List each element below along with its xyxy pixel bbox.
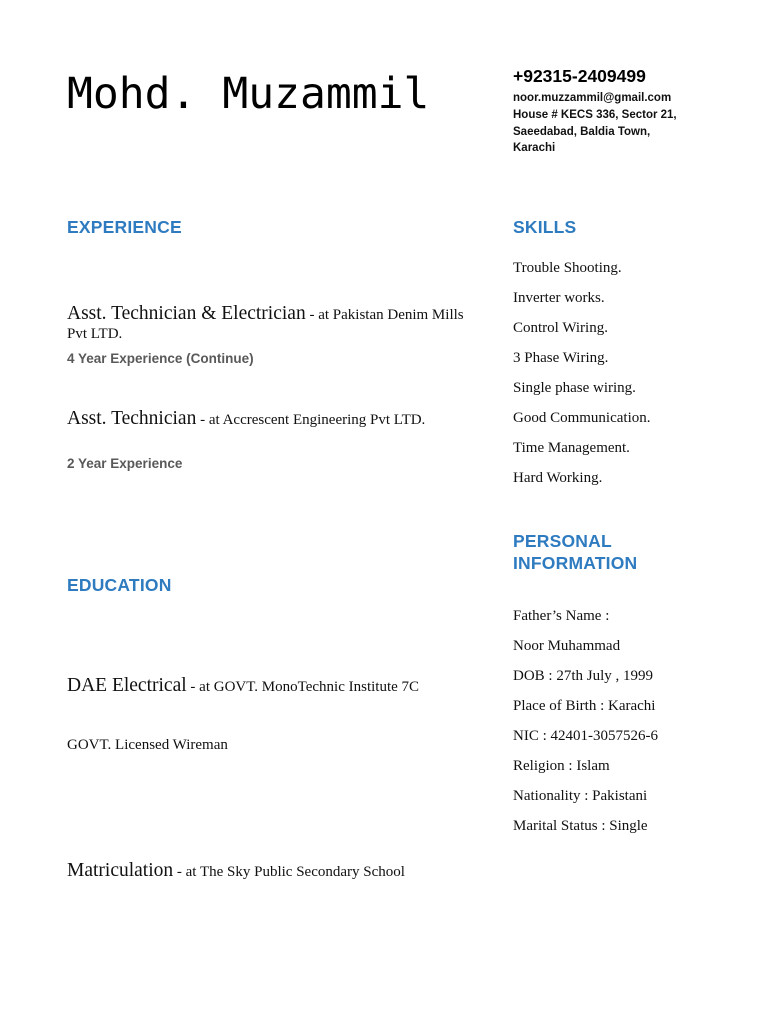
experience-item-1-title: [67, 305, 467, 343]
list-item: Father’s Name :: [513, 608, 610, 624]
experience-item-1-role: Asst. Technician & Electrician: [67, 303, 306, 324]
list-item: Marital Status : Single: [513, 818, 648, 834]
experience-item-2-role: Asst. Technician: [67, 408, 197, 429]
experience-item-2-duration: 2 Year Experience: [67, 456, 183, 471]
experience-item-1-separator: -: [305, 307, 319, 323]
personal-info-heading: PERSONAL INFORMATION: [513, 531, 638, 573]
list-item: 3 Phase Wiring.: [513, 350, 609, 366]
list-item: Noor Muhammad: [513, 638, 621, 654]
experience-item-1-place: at Pakistan Denim Mills Pvt LTD.: [67, 307, 464, 342]
list-item: Religion : Islam: [513, 758, 610, 774]
list-item: NIC : 42401-3057526-6: [513, 728, 658, 744]
education-item-1-note: GOVT. Licensed Wireman: [67, 737, 228, 753]
list-item: Hard Working.: [513, 470, 603, 486]
education-item-2-title: [67, 862, 467, 882]
experience-item-2-separator: -: [196, 412, 209, 428]
education-item-1-place: at GOVT. MonoTechnic Institute 7C: [199, 679, 420, 695]
list-item: Nationality : Pakistani: [513, 788, 648, 804]
experience-item-1-duration: 4 Year Experience (Continue): [67, 351, 254, 366]
list-item: DOB : 27th July , 1999: [513, 668, 654, 684]
personal-info-list: [513, 606, 753, 846]
education-heading: EDUCATION: [67, 575, 172, 595]
candidate-name: Mohd. Muzammil: [67, 69, 430, 119]
education-item-1-separator: -: [186, 679, 200, 695]
list-item: Place of Birth : Karachi: [513, 698, 656, 714]
list-item: Trouble Shooting.: [513, 260, 622, 276]
home-address: House # KECS 336, Sector 21, Saeedabad, Baldia Town, Karachi: [513, 109, 677, 154]
list-item: Good Communication.: [513, 410, 651, 426]
education-item-2-degree: Matriculation: [67, 860, 174, 881]
list-item: Single phase wiring.: [513, 380, 636, 396]
education-item-1-title: [67, 677, 467, 697]
education-item-2-place: at The Sky Public Secondary School: [185, 864, 405, 880]
list-item: Inverter works.: [513, 290, 605, 306]
education-item-1-degree: DAE Electrical: [67, 675, 187, 696]
skills-heading: SKILLS: [513, 217, 577, 237]
experience-heading: EXPERIENCE: [67, 217, 182, 237]
email-address: noor.muzzammil@gmail.com: [513, 92, 672, 104]
experience-item-2-place: at Accrescent Engineering Pvt LTD.: [208, 412, 426, 428]
list-item: Time Management.: [513, 440, 630, 456]
skills-list: [513, 258, 743, 498]
education-item-2-separator: -: [173, 864, 186, 880]
list-item: Control Wiring.: [513, 320, 608, 336]
phone-number: +92315-2409499: [513, 66, 646, 86]
experience-item-2-title: [67, 410, 467, 430]
